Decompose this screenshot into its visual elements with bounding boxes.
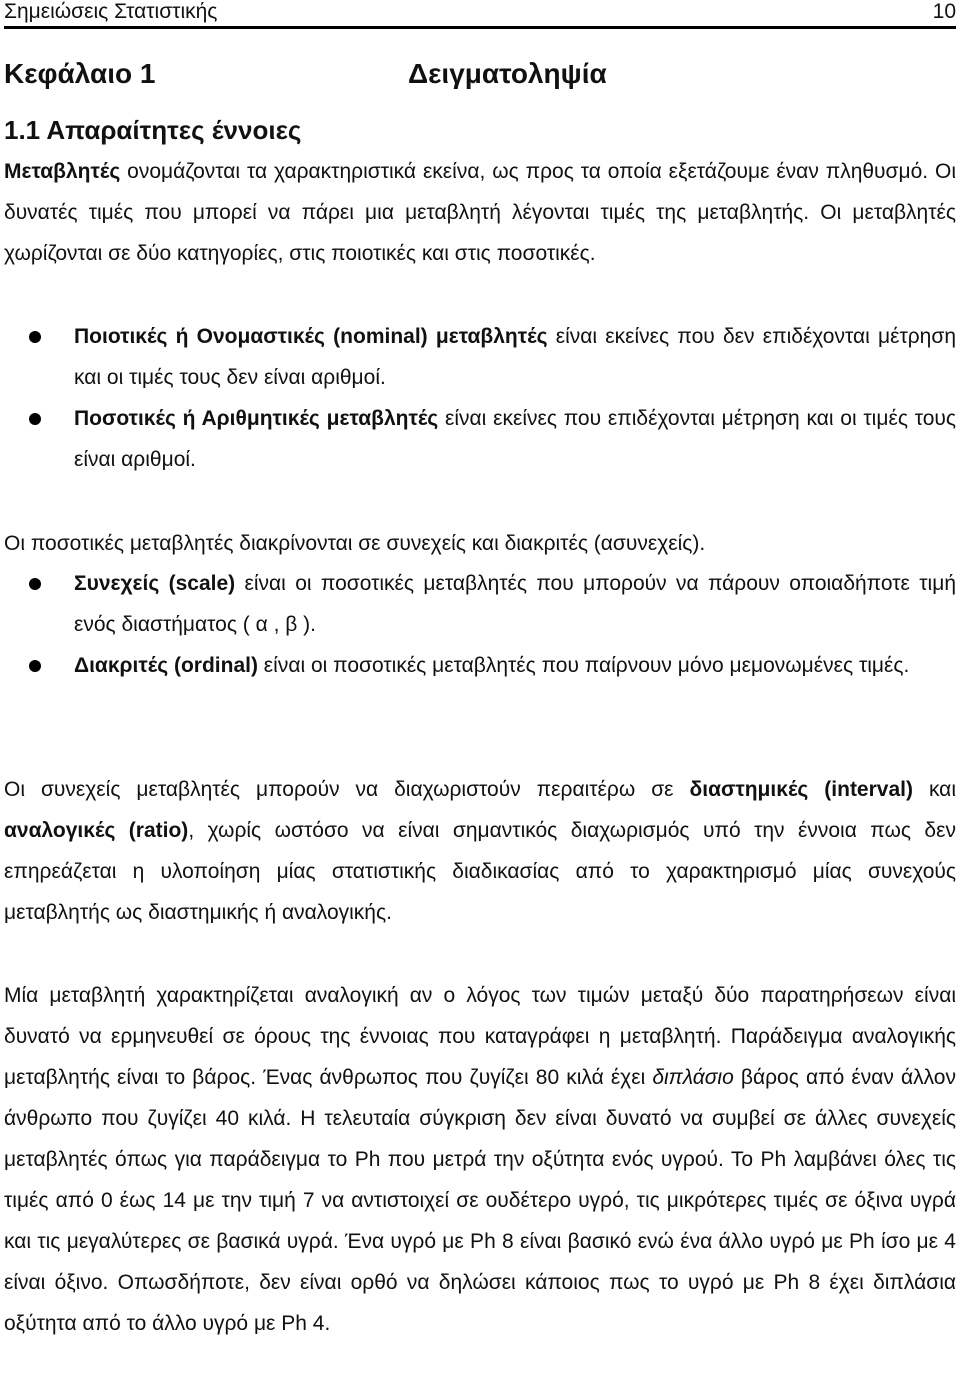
bullet-item xyxy=(4,398,956,480)
bullet-term: Συνεχείς (scale) xyxy=(74,572,236,595)
bullet-list-types xyxy=(4,316,956,480)
bullet-text: είναι εκείνες που επιδέχονται μέτρηση και οι τιμές τους είναι αριθμοί. xyxy=(74,407,956,471)
paragraph-text: , χωρίς ωστόσο να είναι σημαντικός διαχωρισμός υπό την έννοια πως δεν επηρεάζεται η υλοποίηση μίας στατιστικής διαδικασίας από το χαρακτηρισμό μίας συνεχούς μεταβλητής ως διαστημικής ή αναλογικής. xyxy=(4,819,956,924)
bullet-list-quantitative xyxy=(4,563,956,686)
paragraph-interval-ratio xyxy=(4,769,956,933)
chapter-number: Κεφάλαιο 1 xyxy=(4,58,156,89)
header-title: Σημειώσεις Στατιστικής xyxy=(4,0,218,23)
bullet-text: είναι οι ποσοτικές μεταβλητές που μπορούν να πάρουν οποιαδήποτε τιμή ενός διαστήματος ( α , β ). xyxy=(74,572,957,636)
term-ratio: αναλογικές (ratio) xyxy=(4,819,189,842)
bullet-text: είναι εκείνες που δεν επιδέχονται μέτρηση και οι τιμές τους δεν είναι αριθμοί. xyxy=(74,325,957,389)
bullet-item xyxy=(4,563,956,645)
term-interval: διαστημικές (interval) xyxy=(689,778,913,801)
bullet-term: Ποιοτικές ή Ονομαστικές (nominal) μεταβλητές xyxy=(74,325,548,348)
bullet-term: Ποσοτικές ή Αριθμητικές μεταβλητές xyxy=(74,407,439,430)
chapter-title: Δειγματοληψία xyxy=(408,58,607,89)
paragraph-quantitative: Οι ποσοτικές μεταβλητές διακρίνονται σε συνεχείς και διακριτές (ασυνεχείς). xyxy=(4,532,706,555)
bullet-text: είναι οι ποσοτικές μεταβλητές που παίρνουν μόνο μεμονωμένες τιμές. xyxy=(257,654,910,677)
paragraph-text: ονομάζονται τα χαρακτηριστικά εκείνα, ως προς τα οποία εξετάζουμε έναν πληθυσμό. Οι δυνατές τιμές που μπορεί να πάρει μια μεταβλητή λέγονται τιμές της μεταβλητής. Οι μεταβλητές χωρίζονται σε δύο κατηγορίες, στις ποιοτικές και στις ποσοτικές. xyxy=(4,160,956,265)
bullet-icon xyxy=(29,578,41,590)
bullet-item xyxy=(4,316,956,398)
page-number: 10 xyxy=(932,0,956,23)
header-rule xyxy=(4,26,956,29)
bullet-icon xyxy=(29,660,41,672)
section-heading: 1.1 Απαραίτητες έννοιες xyxy=(4,115,302,145)
emphasis-double: διπλάσιο xyxy=(652,1066,734,1089)
bullet-term: Διακριτές (ordinal) xyxy=(74,654,258,677)
paragraph-text: Οι συνεχείς μεταβλητές μπορούν να διαχωριστούν περαιτέρω σε xyxy=(4,778,690,801)
bullet-icon xyxy=(29,331,41,343)
paragraph-definition xyxy=(4,151,956,274)
paragraph-text: βάρος από έναν άλλον άνθρωπο που ζυγίζει 40 κιλά. Η τελευταία σύγκριση δεν είναι δυνατό να συμβεί σε άλλες συνεχείς μεταβλητές όπως για παράδειγμα το Ph που μετρά την οξύτητα ενός υγρού. Το Ph λαμβάνει όλες τις τιμές από 0 έως 14 με την τιμή 7 να αντιστοιχεί σε ουδέτερο υγρό, τις μικρότερες τιμές σε όξινα υγρά και τις μεγαλύτερες σε βασικά υγρά. Ένα υγρό με Ph 8 είναι βασικό ενώ ένα άλλο υγρό με Ph ίσο με 4 είναι όξινο. Οπωσδήποτε, δεν είναι ορθό να δηλώσει κάποιος πως το υγρό με Ph 8 έχει διπλάσια οξύτητα από το άλλο υγρό με Ph 4. xyxy=(4,1066,956,1335)
page-header xyxy=(4,0,956,26)
paragraph-text: Μία μεταβλητή χαρακτηρίζεται αναλογική αν ο λόγος των τιμών μεταξύ δύο παρατηρήσεων είναι δυνατό να ερμηνευθεί σε όρους της έννοιας που καταγράφει η μεταβλητή. Παράδειγμα αναλογικής μεταβλητής είναι το βάρος. Ένας άνθρωπος που ζυγίζει 80 κιλά έχει xyxy=(4,984,956,1089)
bullet-icon xyxy=(29,413,41,425)
paragraph-ratio-example xyxy=(4,975,956,1344)
bullet-item xyxy=(4,645,956,686)
paragraph-text: και xyxy=(912,778,956,801)
term-variables: Μεταβλητές xyxy=(4,160,121,183)
